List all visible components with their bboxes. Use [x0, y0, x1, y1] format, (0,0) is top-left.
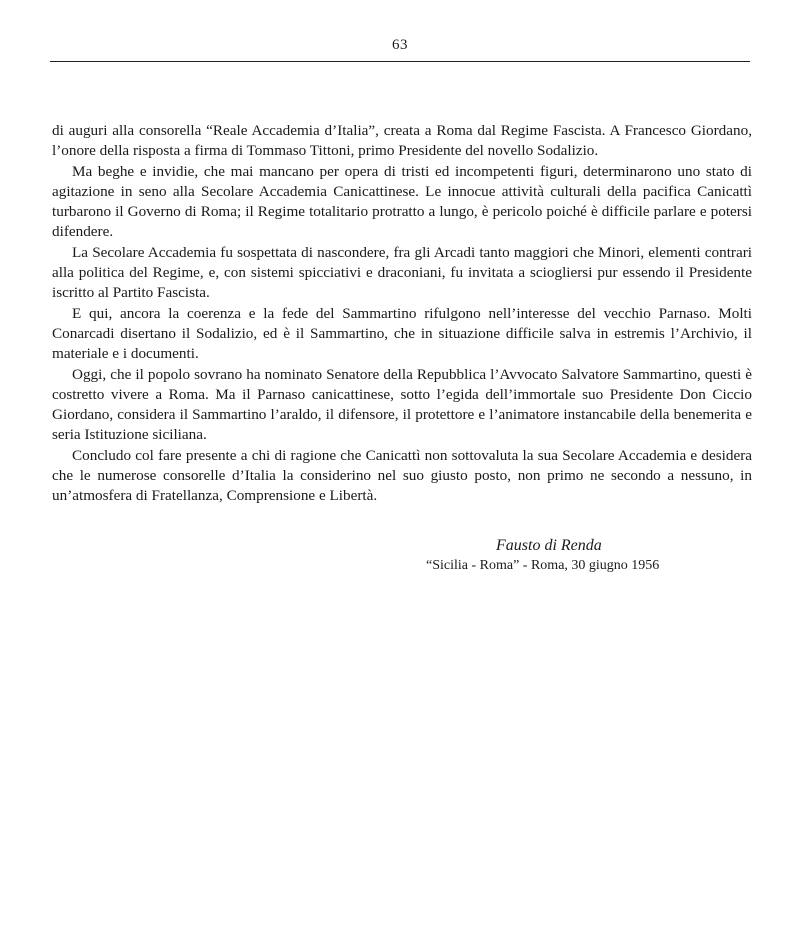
paragraph-2: Ma beghe e invidie, che mai mancano per opera di tristi ed incompetenti figuri, determinarono uno stato di agitazione in seno alla Secolare Accademia Canicattinese. Le innocue attività culturali della pacifica Canicattì turbarono il Governo di Roma; il Regime totalitario protratto a lungo, è pericolo poiché è difficile parlare e potersi difendere.	[52, 162, 752, 241]
signature-block	[420, 536, 740, 575]
paragraph-6: Concludo col fare presente a chi di ragione che Canicattì non sottovaluta la sua Secolare Accademia e desidera che le numerose consorelle d’Italia la considerino nel suo giusto posto, non primo ne secondo a nessuno, in un’atmosfera di Fratellanza, Comprensione e Libertà.	[52, 446, 752, 505]
paragraph-4: E qui, ancora la coerenza e la fede del Sammartino rifulgono nell’interesse del vecchio Parnaso. Molti Conarcadi disertano il Sodalizio, ed è il Sammartino, che in situazione difficile salva in estremis l’Archivio, il materiale e i documenti.	[52, 304, 752, 363]
body-text	[52, 121, 752, 507]
signature-source: “Sicilia - Roma” - Roma, 30 giugno 1956	[426, 558, 660, 573]
paragraph-1: di auguri alla consorella “Reale Accademia d’Italia”, creata a Roma dal Regime Fascista. A Francesco Giordano, l’onore della risposta a firma di Tommaso Tittoni, primo Presidente del novello Sodalizio.	[52, 122, 752, 160]
header-rule	[50, 61, 750, 62]
page-number: 63	[392, 37, 408, 53]
paragraph-5: Oggi, che il popolo sovrano ha nominato Senatore della Repubblica l’Avvocato Salvatore Sammartino, questi è costretto vivere a Roma. Ma il Parnaso canicattinese, sotto l’egida dell’immortale suo Presidente Don Ciccio Giordano, considera il Sammartino l’araldo, il difensore, il protettore e l’animatore instancabile della benemerita e seria Istituzione siciliana.	[52, 365, 752, 444]
paragraph-3: La Secolare Accademia fu sospettata di nascondere, fra gli Arcadi tanto maggiori che Minori, elementi contrari alla politica del Regime, e, con sistemi spicciativi e draconiani, fu invitata a sciogliersi pur essendo il Presidente iscritto al Partito Fascista.	[52, 243, 752, 302]
signature-author: Fausto di Renda	[496, 537, 602, 554]
